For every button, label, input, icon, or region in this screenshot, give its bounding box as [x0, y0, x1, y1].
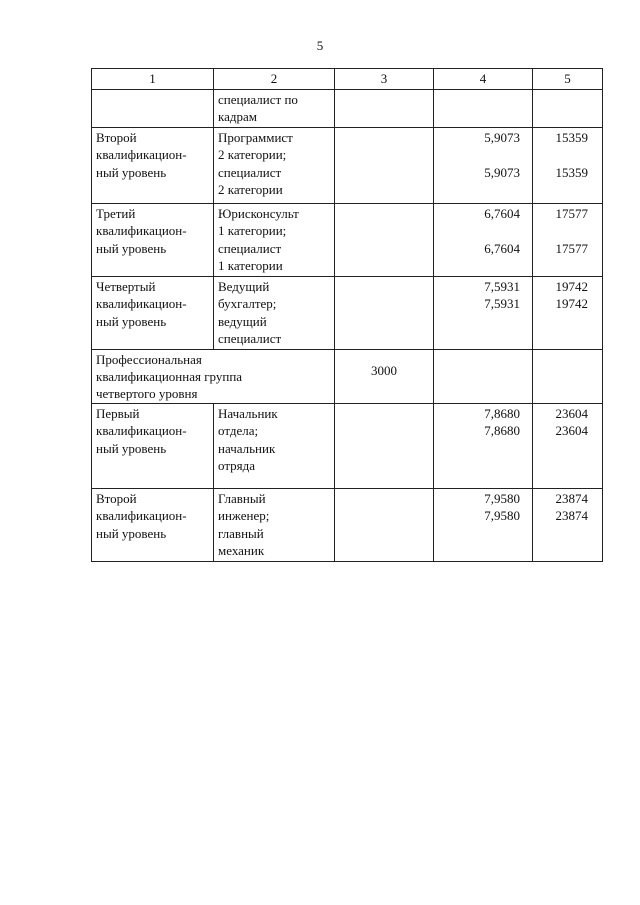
level-cell — [92, 89, 214, 127]
coefficient-cell: 7,8680 7,8680 — [434, 403, 533, 488]
base-salary-cell — [335, 203, 434, 276]
position-cell: Программист 2 категории; специалист 2 категории — [214, 127, 335, 203]
level-cell: Четвертый квалификацион- ный уровень — [92, 276, 214, 349]
coefficient-cell: 7,5931 7,5931 — [434, 276, 533, 349]
salary-cell: 17577 17577 — [533, 203, 603, 276]
level-cell: Третий квалификацион- ный уровень — [92, 203, 214, 276]
table-row — [92, 89, 603, 127]
header-cell-2: 2 — [214, 69, 335, 90]
base-salary-cell — [335, 276, 434, 349]
group-base-salary-cell: 3000 — [335, 349, 434, 403]
level-cell: Второй квалификацион- ный уровень — [92, 488, 214, 561]
table-row — [92, 127, 603, 203]
coefficient-cell — [434, 89, 533, 127]
base-salary-cell — [335, 488, 434, 561]
position-cell: Начальник отдела; начальник отряда — [214, 403, 335, 488]
salary-cell — [533, 349, 603, 403]
position-cell: Главный инженер; главный механик — [214, 488, 335, 561]
coefficient-cell — [434, 349, 533, 403]
salary-cell: 23604 23604 — [533, 403, 603, 488]
position-cell: специалист по кадрам — [214, 89, 335, 127]
base-salary-cell — [335, 127, 434, 203]
table-row — [92, 403, 603, 488]
level-cell: Второй квалификацион- ный уровень — [92, 127, 214, 203]
salary-cell: 19742 19742 — [533, 276, 603, 349]
header-cell-1: 1 — [92, 69, 214, 90]
base-salary-cell — [335, 403, 434, 488]
coefficient-cell: 7,9580 7,9580 — [434, 488, 533, 561]
salary-cell — [533, 89, 603, 127]
table-row — [92, 203, 603, 276]
coefficient-cell: 6,7604 6,7604 — [434, 203, 533, 276]
level-cell: Первый квалификацион- ный уровень — [92, 403, 214, 488]
group-label-cell: Профессиональная квалификационная группа четвертого уровня — [92, 349, 335, 403]
header-cell-5: 5 — [533, 69, 603, 90]
table-row — [92, 488, 603, 561]
qualification-group-row — [92, 349, 603, 403]
page-number: 5 — [316, 38, 324, 53]
position-cell: Юрисконсульт 1 категории; специалист 1 категории — [214, 203, 335, 276]
salary-cell: 15359 15359 — [533, 127, 603, 203]
coefficient-cell: 5,9073 5,9073 — [434, 127, 533, 203]
table-row — [92, 276, 603, 349]
salary-cell: 23874 23874 — [533, 488, 603, 561]
position-cell: Ведущий бухгалтер; ведущий специалист — [214, 276, 335, 349]
table-header-row — [92, 69, 603, 90]
qualification-salary-table — [91, 68, 603, 562]
header-cell-3: 3 — [335, 69, 434, 90]
base-salary-cell — [335, 89, 434, 127]
header-cell-4: 4 — [434, 69, 533, 90]
